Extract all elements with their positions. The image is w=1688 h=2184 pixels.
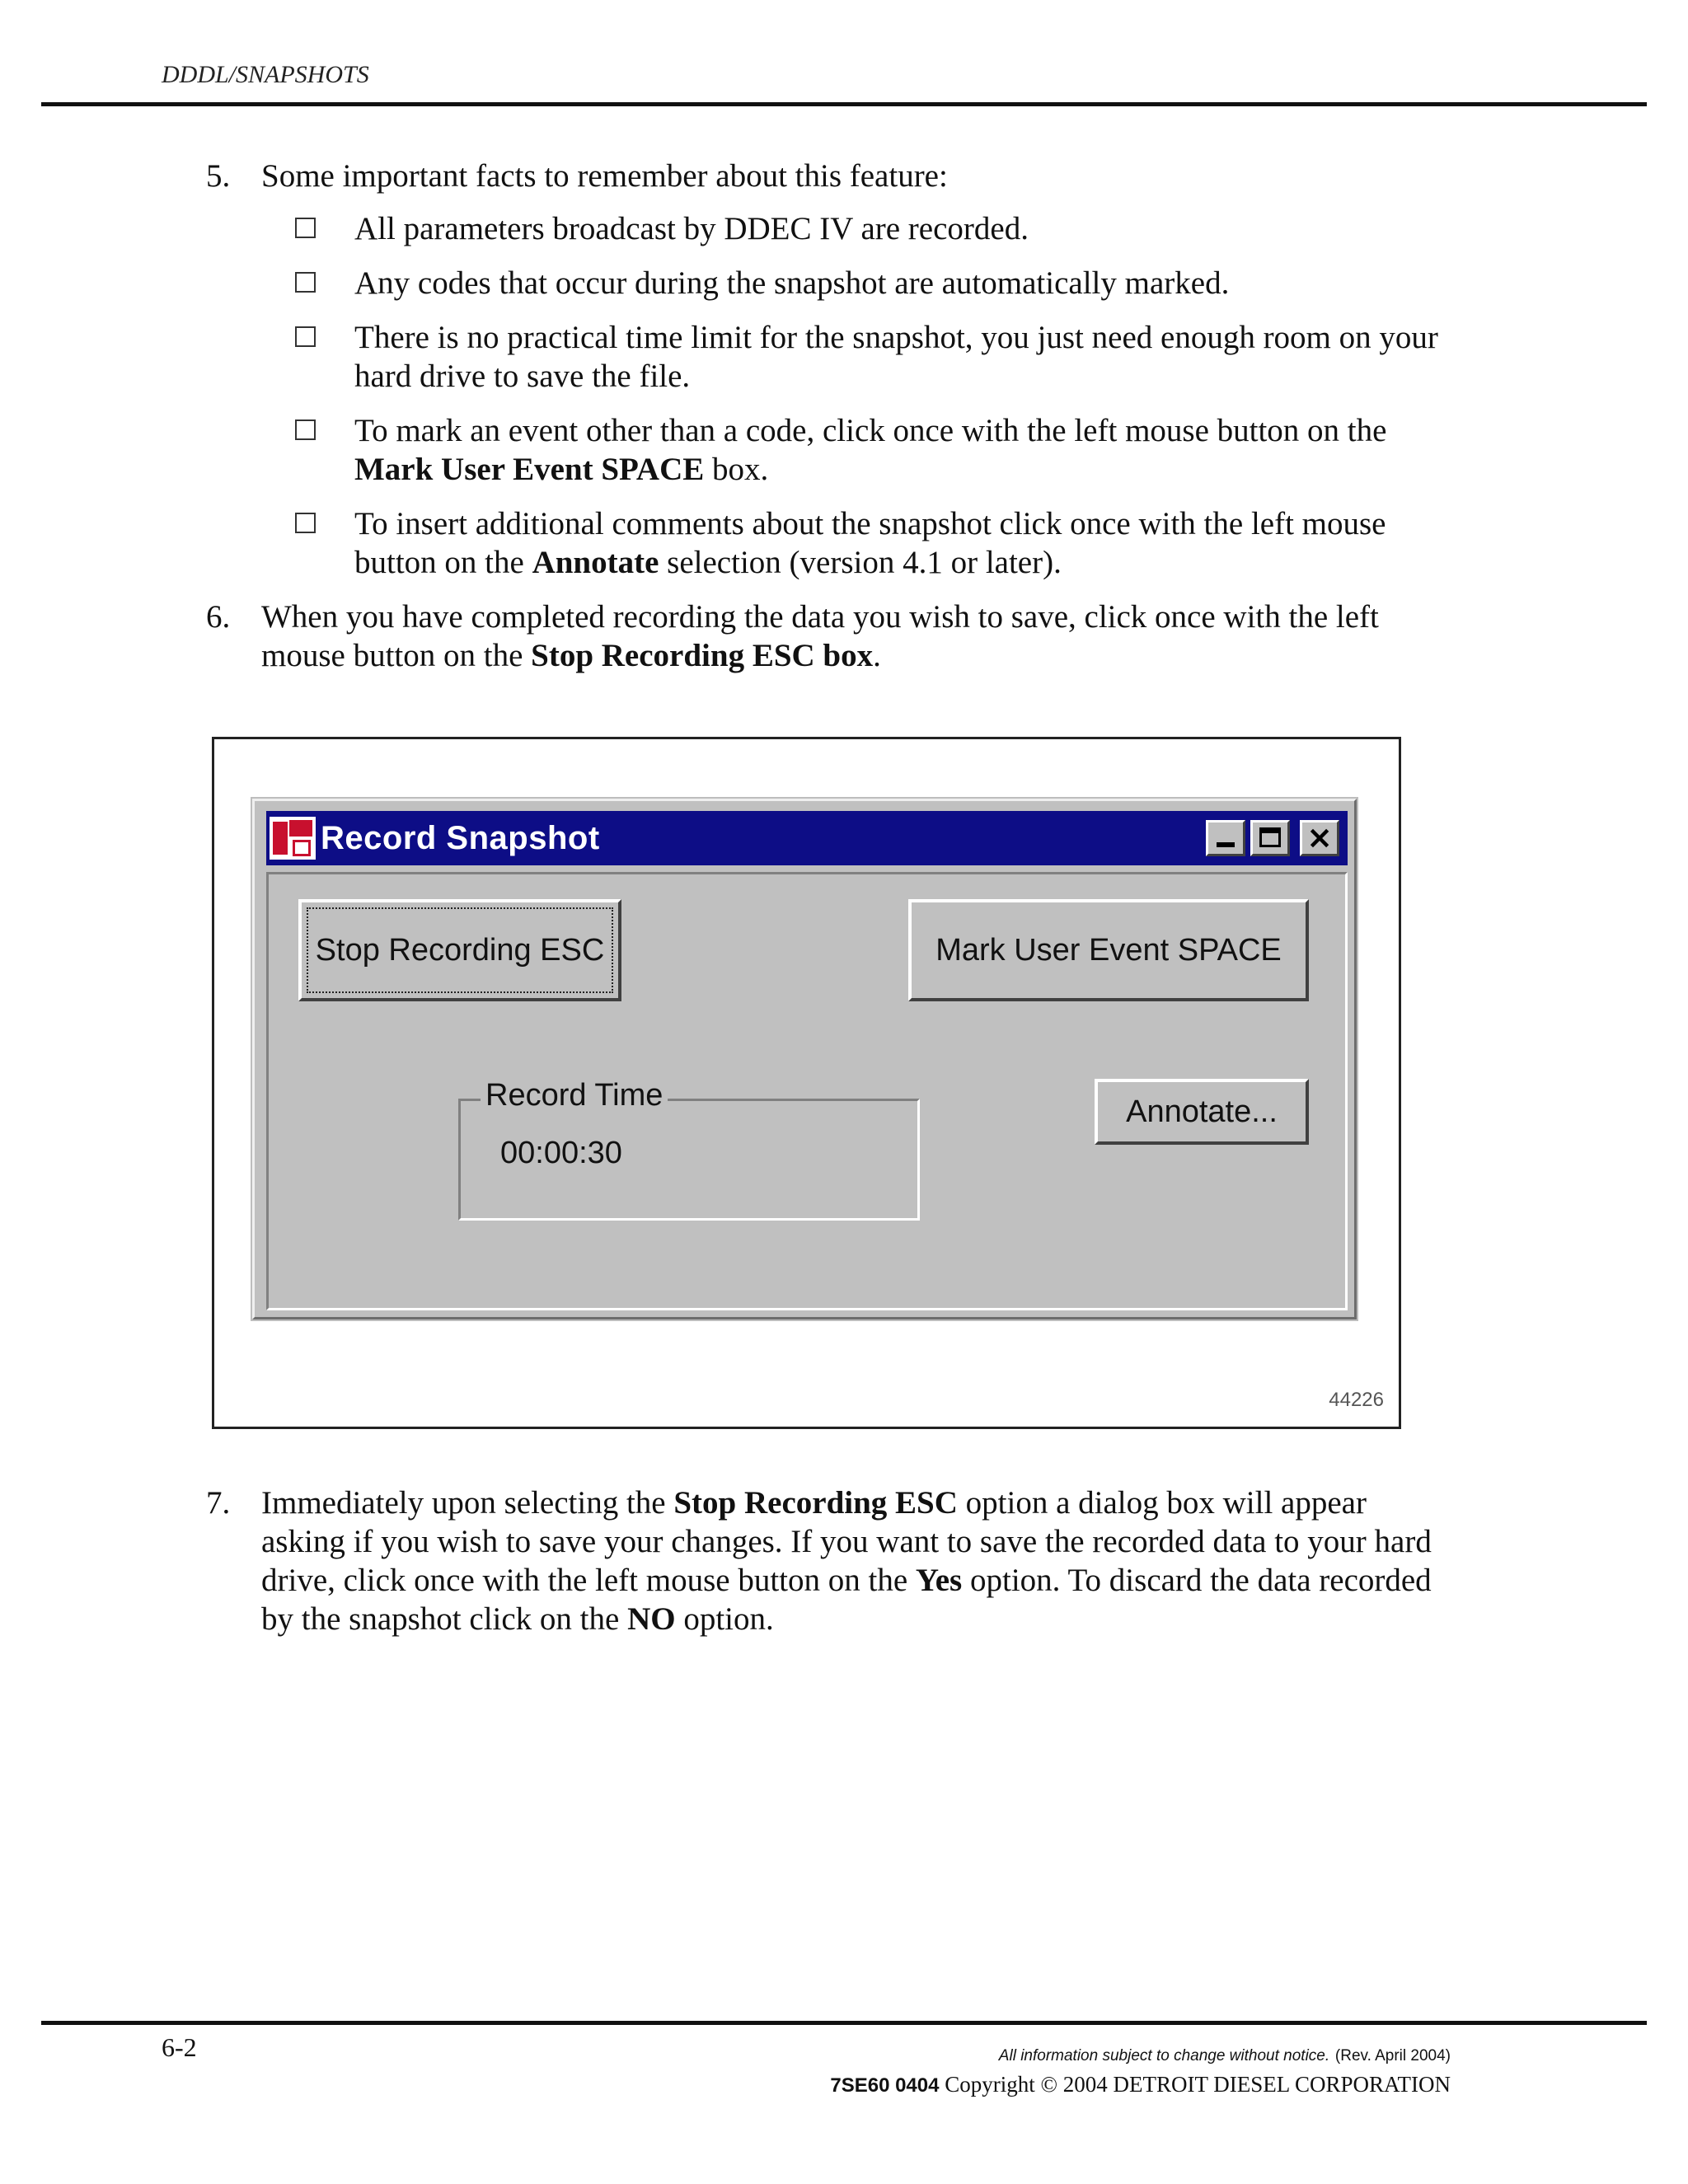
footer-copyright: Copyright © 2004 DETROIT DIESEL CORPORATION: [945, 2072, 1451, 2097]
list-item: [206, 318, 1442, 396]
step-bold-text: Stop Recording ESC: [673, 1485, 958, 1521]
step-text: option a dialog box will appear asking if you wish to save your changes. If you want to save the recorded data to your hard drive, click once with the left mouse button on the: [261, 1485, 1432, 1598]
bullet-text: To mark an event other than a code, click once with the left mouse button on the: [354, 413, 1387, 448]
close-button[interactable]: [1300, 820, 1339, 856]
running-header: DDDL/SNAPSHOTS: [162, 61, 369, 88]
figure-frame: [212, 737, 1401, 1429]
bullet-text: All parameters broadcast by DDEC IV are recorded.: [354, 211, 1029, 246]
list-item: [206, 504, 1442, 582]
mark-user-event-label: Mark User Event SPACE: [935, 932, 1282, 968]
step-text: .: [873, 638, 881, 673]
bullet-text: Any codes that occur during the snapshot are automatically marked.: [354, 265, 1230, 301]
list-item: [206, 209, 1442, 248]
bullet-text: box.: [704, 452, 769, 487]
step-number: 6.: [206, 599, 231, 635]
stop-recording-label: Stop Recording ESC: [315, 932, 605, 968]
annotate-label: Annotate...: [1126, 1094, 1278, 1129]
step-7-body: [206, 1483, 1442, 1638]
record-time-value: 00:00:30: [500, 1136, 622, 1170]
focus-ring: [307, 907, 613, 993]
annotate-button[interactable]: [1095, 1079, 1309, 1145]
step-text: Immediately upon selecting the: [261, 1485, 674, 1521]
maximize-icon: [1259, 827, 1281, 847]
bullet-text: There is no practical time limit for the snapshot, you just need enough room on your hard drive to save the file.: [354, 320, 1438, 394]
bullet-text: To insert additional comments about the snapshot click once with the left mouse button on the: [354, 506, 1386, 580]
footer-rule: [41, 2021, 1647, 2025]
step-text: When you have completed recording the data you wish to save, click once with the left mouse button on the: [261, 599, 1379, 673]
step-bold-text: Stop Recording ESC box: [531, 638, 874, 673]
checkbox-bullet-icon: [295, 326, 316, 347]
app-icon: [270, 817, 316, 860]
step-text: option. To discard the data recorded by the snapshot click on the: [261, 1563, 1432, 1637]
record-time-group: [458, 1078, 920, 1221]
maximize-button[interactable]: [1250, 820, 1290, 856]
window-client-area: [266, 872, 1348, 1310]
minimize-icon: [1217, 842, 1235, 847]
record-snapshot-window: [252, 799, 1357, 1319]
body-content: [206, 157, 1442, 675]
footer-info: [830, 2039, 1451, 2100]
step-text: Some important facts to remember about this feature:: [261, 158, 948, 194]
list-item: [206, 264, 1442, 302]
footer-revision: (Rev. April 2004): [1334, 2047, 1451, 2064]
window-title: Record Snapshot: [321, 819, 600, 856]
page-number: 6-2: [162, 2032, 197, 2062]
close-icon: ×: [1306, 819, 1333, 855]
header-rule: [41, 102, 1647, 106]
checkbox-bullet-icon: [295, 513, 316, 533]
bullet-list: [206, 209, 1442, 582]
step-5: [206, 157, 1442, 195]
step-bold-text: NO: [627, 1601, 676, 1637]
step-bold-text: Yes: [915, 1563, 963, 1598]
footer-notice: All information subject to change without notice.: [998, 2047, 1330, 2064]
bullet-text: selection (version 4.1 or later).: [659, 545, 1062, 580]
mark-user-event-button[interactable]: [908, 899, 1309, 1001]
checkbox-bullet-icon: [295, 419, 316, 440]
checkbox-bullet-icon: [295, 272, 316, 293]
step-6: [206, 598, 1442, 675]
minimize-button[interactable]: [1206, 820, 1245, 856]
stop-recording-button[interactable]: [298, 899, 621, 1001]
bullet-bold-text: Mark User Event SPACE: [354, 452, 705, 487]
figure-number: 44226: [1329, 1389, 1384, 1411]
step-7: [206, 1483, 1442, 1638]
record-time-label: Record Time: [481, 1078, 668, 1113]
step-number: 7.: [206, 1485, 231, 1521]
bullet-bold-text: Annotate: [532, 545, 659, 580]
step-text: option.: [675, 1601, 774, 1637]
footer-doc-id: 7SE60 0404: [830, 2074, 940, 2097]
step-number: 5.: [206, 158, 231, 194]
title-bar[interactable]: [266, 811, 1348, 865]
checkbox-bullet-icon: [295, 218, 316, 238]
list-item: [206, 411, 1442, 489]
